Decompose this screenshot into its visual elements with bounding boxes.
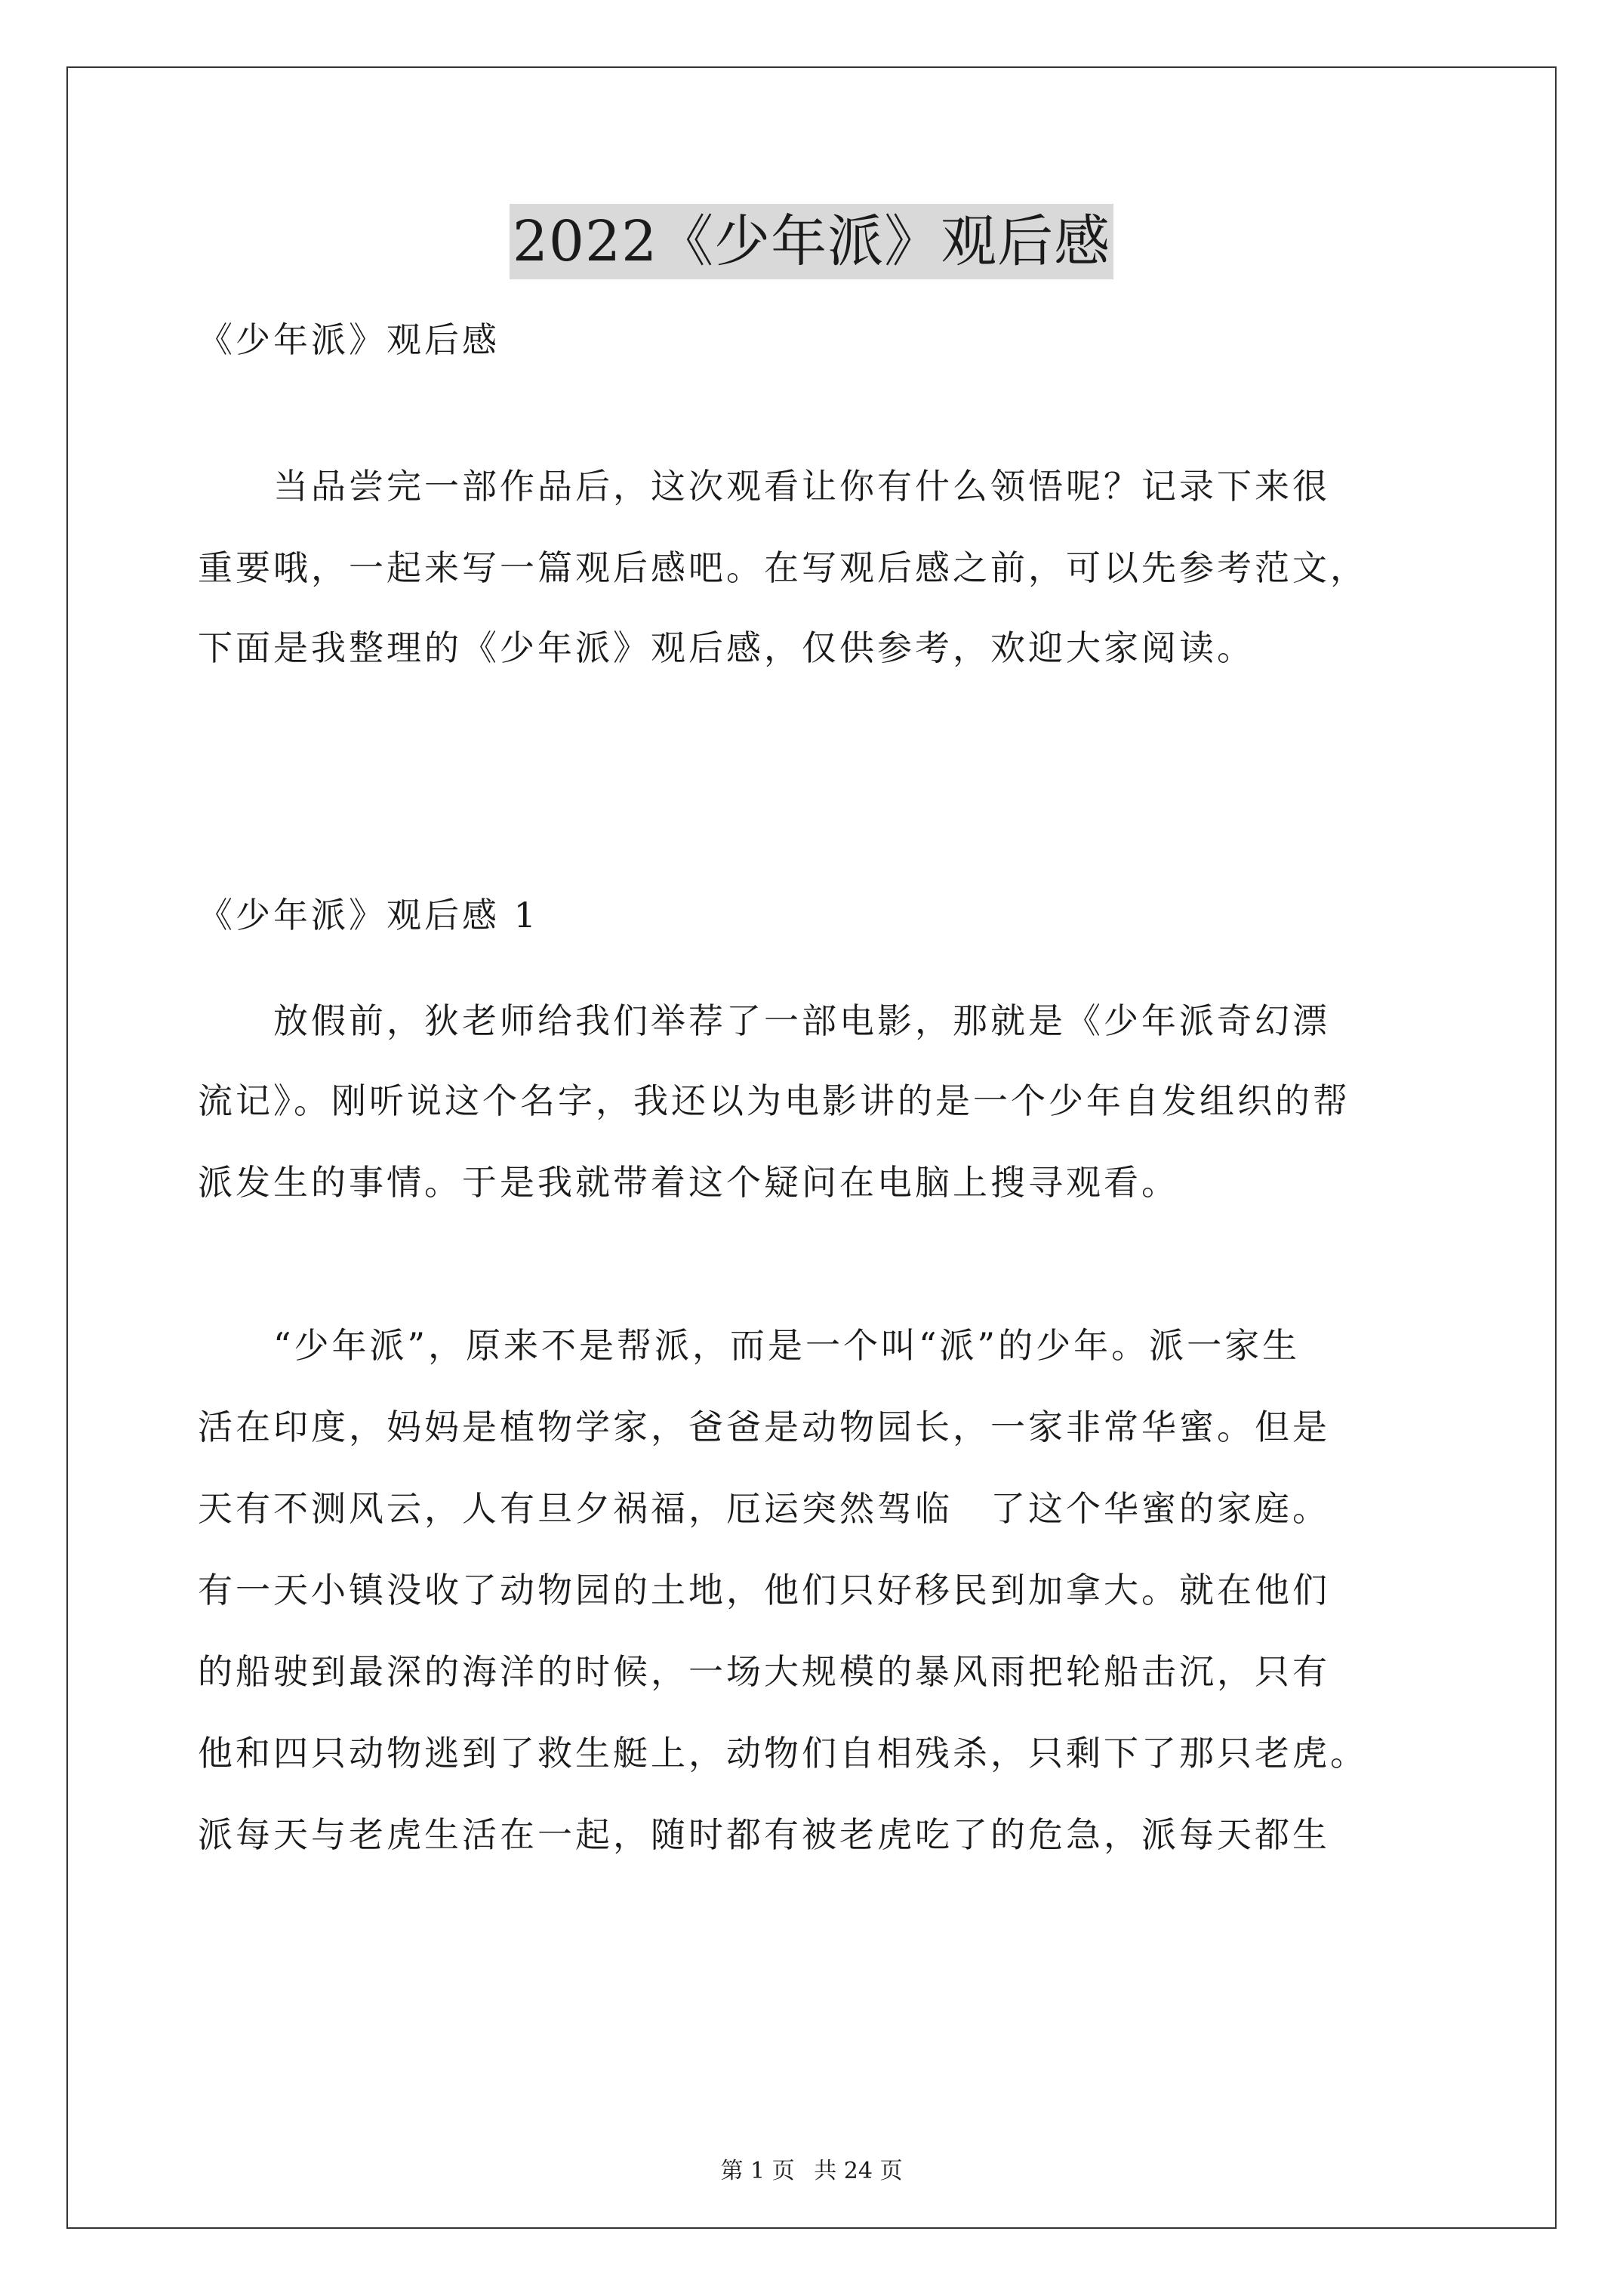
paragraph-line: 活在印度，妈妈是植物学家，爸爸是动物园长，一家非常华蜜。但是	[198, 1407, 1330, 1447]
intro-line-3: 下面是我整理的《少年派》观后感，仅供参考，欢迎大家阅读。	[198, 627, 1255, 668]
paragraph-line: 放假前，狄老师给我们举荐了一部电影，那就是《少年派奇幻漂	[198, 1000, 1330, 1041]
paragraph-line: 流记》。刚听说这个名字，我还以为电影讲的是一个少年自发组织的帮	[198, 1080, 1350, 1121]
paragraph-line: 派发生的事情。于是我就带着这个疑问在电脑上搜寻观看。	[198, 1162, 1179, 1203]
paragraph-line: 他和四只动物逃到了救生艇上，动物们自相残杀，只剩下了那只老虎。	[198, 1733, 1368, 1774]
section-heading: 《少年派》观后感 1	[198, 895, 539, 935]
paragraph-line: “少年派”，原来不是帮派，而是一个叫“派”的少年。派一家生	[198, 1325, 1301, 1366]
intro-line-2: 重要哦，一起来写一篇观后感吧。在写观后感之前，可以先参考范文，	[198, 547, 1368, 588]
page-footer	[0, 2156, 1623, 2187]
page-number: 第 1 页	[720, 2158, 795, 2184]
title-block	[0, 204, 1623, 279]
paragraph-line: 天有不测风云，人有旦夕祸福，厄运突然驾临 了这个华蜜的家庭。	[198, 1488, 1330, 1529]
paragraph-line: 有一天小镇没收了动物园的土地，他们只好移民到加拿大。就在他们	[198, 1570, 1330, 1610]
subtitle: 《少年派》观后感	[198, 319, 500, 360]
paragraph-line: 派每天与老虎生活在一起，随时都有被老虎吃了的危急，派每天都生	[198, 1814, 1330, 1855]
intro-line-1: 当品尝完一部作品后，这次观看让你有什么领悟呢？记录下来很	[198, 466, 1330, 507]
page-total: 共 24 页	[814, 2158, 903, 2184]
page-border	[66, 66, 1557, 2229]
paragraph-line: 的船驶到最深的海洋的时候，一场大规模的暴风雨把轮船击沉，只有	[198, 1651, 1330, 1692]
document-title: 2022《少年派》观后感	[510, 204, 1113, 279]
